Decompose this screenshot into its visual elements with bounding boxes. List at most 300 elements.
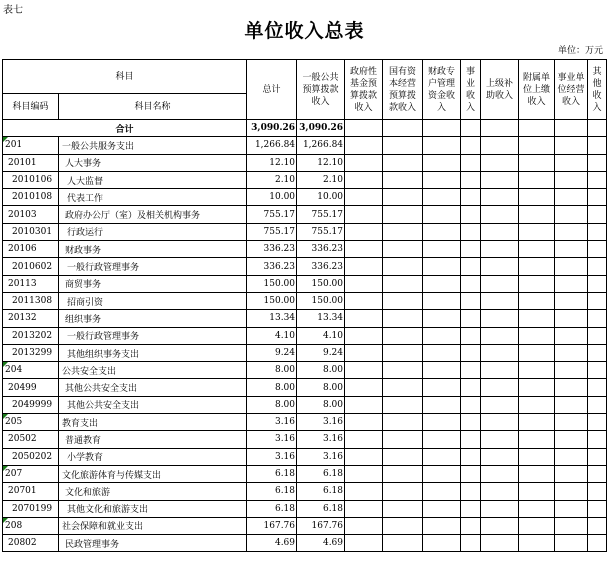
table-row [3, 535, 607, 552]
empty-cell [555, 189, 588, 206]
empty-cell [345, 483, 383, 500]
empty-cell [345, 344, 383, 361]
general-budget-cell: 12.10 [297, 154, 345, 171]
empty-cell [423, 414, 461, 431]
empty-cell [423, 379, 461, 396]
header-soe-capital: 国有资本经营预算拨款收入 [383, 60, 423, 120]
empty-cell [345, 275, 383, 292]
empty-cell [423, 206, 461, 223]
table-row [3, 431, 607, 448]
empty-cell [423, 483, 461, 500]
subject-name-cell: 财政事务 [59, 241, 247, 258]
empty-cell [481, 327, 519, 344]
empty-cell [588, 535, 607, 552]
empty-cell [555, 517, 588, 534]
subject-name-cell: 一般公共服务支出 [59, 137, 247, 154]
empty-cell [345, 448, 383, 465]
general-budget-cell: 150.00 [297, 292, 345, 309]
table-row [3, 379, 607, 396]
empty-cell [383, 206, 423, 223]
empty-cell [555, 431, 588, 448]
empty-cell [423, 431, 461, 448]
subject-name-cell: 普通教育 [59, 431, 247, 448]
empty-cell [423, 362, 461, 379]
subject-code-cell: 20701 [3, 483, 59, 500]
table-row [3, 396, 607, 413]
total-cell: 3,090.26 [247, 120, 297, 137]
table-row [3, 414, 607, 431]
empty-cell [588, 241, 607, 258]
subject-code-cell: 2010602 [3, 258, 59, 275]
empty-cell [555, 241, 588, 258]
total-cell: 10.00 [247, 189, 297, 206]
general-budget-cell: 755.17 [297, 206, 345, 223]
empty-cell [555, 275, 588, 292]
table-row [3, 223, 607, 240]
general-budget-cell: 6.18 [297, 500, 345, 517]
cell-marker-icon [3, 137, 8, 142]
empty-cell [588, 344, 607, 361]
empty-cell [383, 241, 423, 258]
table-row [3, 275, 607, 292]
empty-cell [345, 258, 383, 275]
subject-name-cell: 其他公共安全支出 [59, 396, 247, 413]
total-cell: 12.10 [247, 154, 297, 171]
empty-cell [423, 500, 461, 517]
empty-cell [519, 241, 555, 258]
general-budget-cell: 2.10 [297, 171, 345, 188]
empty-cell [481, 292, 519, 309]
empty-cell [555, 414, 588, 431]
empty-cell [383, 189, 423, 206]
subject-code-cell: 201 [3, 137, 59, 154]
empty-cell [383, 258, 423, 275]
empty-cell [481, 154, 519, 171]
empty-cell [461, 396, 481, 413]
empty-cell [588, 137, 607, 154]
empty-cell [461, 362, 481, 379]
subject-name-cell: 组织事务 [59, 310, 247, 327]
table-row [3, 241, 607, 258]
empty-cell [383, 465, 423, 482]
subject-code-cell: 2013202 [3, 327, 59, 344]
empty-cell [423, 241, 461, 258]
total-label: 合计 [3, 120, 247, 137]
empty-cell [461, 414, 481, 431]
header-business-operation: 事业单位经营收入 [555, 60, 588, 120]
total-cell: 6.18 [247, 500, 297, 517]
empty-cell [383, 448, 423, 465]
empty-cell [345, 292, 383, 309]
table-row [3, 206, 607, 223]
empty-cell [519, 465, 555, 482]
empty-cell [519, 154, 555, 171]
empty-cell [519, 292, 555, 309]
total-row [3, 120, 607, 137]
empty-cell [461, 171, 481, 188]
empty-cell [383, 275, 423, 292]
empty-cell [519, 535, 555, 552]
empty-cell [555, 171, 588, 188]
empty-cell [423, 189, 461, 206]
subject-code-cell: 20802 [3, 535, 59, 552]
empty-cell [481, 448, 519, 465]
empty-cell [588, 310, 607, 327]
empty-cell [555, 292, 588, 309]
empty-cell [461, 241, 481, 258]
general-budget-cell: 167.76 [297, 517, 345, 534]
empty-cell [345, 362, 383, 379]
table-row [3, 344, 607, 361]
empty-cell [423, 154, 461, 171]
empty-cell [383, 154, 423, 171]
total-general-budget-cell: 3,090.26 [297, 120, 345, 137]
empty-cell [345, 241, 383, 258]
empty-cell [481, 483, 519, 500]
general-budget-cell: 336.23 [297, 241, 345, 258]
empty-cell [345, 137, 383, 154]
total-cell: 6.18 [247, 465, 297, 482]
empty-cell [423, 465, 461, 482]
table-row [3, 310, 607, 327]
empty-cell [461, 137, 481, 154]
empty-cell [383, 483, 423, 500]
empty-cell [519, 327, 555, 344]
empty-cell [383, 362, 423, 379]
table-row [3, 171, 607, 188]
empty-cell [383, 327, 423, 344]
empty-cell [345, 310, 383, 327]
empty-cell [461, 223, 481, 240]
empty-cell [461, 310, 481, 327]
empty-cell [588, 171, 607, 188]
total-cell: 8.00 [247, 379, 297, 396]
empty-cell [555, 310, 588, 327]
empty-cell [588, 379, 607, 396]
header-business: 事业收入 [466, 66, 476, 113]
empty-cell [481, 535, 519, 552]
empty-cell [461, 500, 481, 517]
subject-name-cell: 一般行政管理事务 [59, 258, 247, 275]
subject-code-cell: 20113 [3, 275, 59, 292]
empty-cell [345, 327, 383, 344]
table-body [3, 120, 607, 552]
empty-cell [461, 465, 481, 482]
header-affiliated: 附属单位上缴收入 [519, 60, 555, 120]
header-name: 科目名称 [59, 94, 247, 120]
empty-cell [481, 362, 519, 379]
subject-code-cell: 2011308 [3, 292, 59, 309]
header-general-budget: 一般公共预算拨款收入 [297, 60, 345, 120]
total-cell: 3.16 [247, 414, 297, 431]
header-gov-fund: 政府性基金预算拨款收入 [345, 60, 383, 120]
empty-cell [588, 483, 607, 500]
empty-cell [423, 327, 461, 344]
empty-cell [519, 206, 555, 223]
general-budget-cell: 8.00 [297, 362, 345, 379]
empty-cell [423, 171, 461, 188]
empty-cell [588, 275, 607, 292]
empty-cell [461, 292, 481, 309]
general-budget-cell: 3.16 [297, 448, 345, 465]
total-cell: 3.16 [247, 431, 297, 448]
subject-code-cell: 2010108 [3, 189, 59, 206]
empty-cell [588, 206, 607, 223]
empty-cell [481, 206, 519, 223]
subject-name-cell: 民政管理事务 [59, 535, 247, 552]
total-cell: 2.10 [247, 171, 297, 188]
empty-cell [481, 241, 519, 258]
total-cell: 8.00 [247, 362, 297, 379]
empty-cell [383, 292, 423, 309]
subject-code-cell: 2070199 [3, 500, 59, 517]
empty-cell [555, 535, 588, 552]
empty-cell [588, 189, 607, 206]
subject-name-cell: 行政运行 [59, 223, 247, 240]
header-subject: 科目 [3, 60, 247, 94]
empty-cell [588, 448, 607, 465]
empty-cell [555, 258, 588, 275]
total-cell: 13.34 [247, 310, 297, 327]
empty-cell [519, 431, 555, 448]
empty-cell [519, 379, 555, 396]
empty-cell [461, 431, 481, 448]
general-budget-cell: 13.34 [297, 310, 345, 327]
empty-cell [461, 535, 481, 552]
empty-cell [519, 483, 555, 500]
empty-cell [588, 327, 607, 344]
general-budget-cell: 6.18 [297, 483, 345, 500]
empty-cell [423, 344, 461, 361]
table-row [3, 137, 607, 154]
empty-cell [481, 171, 519, 188]
subject-name-cell: 人大监督 [59, 171, 247, 188]
empty-cell [481, 379, 519, 396]
empty-cell [423, 517, 461, 534]
subject-name-cell: 政府办公厅（室）及相关机构事务 [59, 206, 247, 223]
empty-cell [519, 448, 555, 465]
empty-cell [519, 137, 555, 154]
general-budget-cell: 8.00 [297, 396, 345, 413]
empty-cell [383, 414, 423, 431]
subject-code-cell: 208 [3, 517, 59, 534]
subject-name-cell: 代表工作 [59, 189, 247, 206]
empty-cell [555, 500, 588, 517]
total-cell: 336.23 [247, 258, 297, 275]
subject-name-cell: 一般行政管理事务 [59, 327, 247, 344]
general-budget-cell: 4.10 [297, 327, 345, 344]
table-row [3, 189, 607, 206]
empty-cell [555, 206, 588, 223]
empty-cell [555, 223, 588, 240]
empty-cell [588, 223, 607, 240]
empty-cell [555, 448, 588, 465]
table-row [3, 292, 607, 309]
empty-cell [461, 448, 481, 465]
income-summary-table [2, 59, 607, 552]
table-number-label: 表七 [3, 5, 23, 16]
total-cell: 1,266.84 [247, 137, 297, 154]
empty-cell [555, 154, 588, 171]
total-cell: 336.23 [247, 241, 297, 258]
empty-cell [481, 517, 519, 534]
empty-cell [519, 310, 555, 327]
empty-cell [461, 344, 481, 361]
subject-name-cell: 文化和旅游 [59, 483, 247, 500]
general-budget-cell: 6.18 [297, 465, 345, 482]
page-title: 单位收入总表 [244, 20, 365, 42]
empty-cell [423, 258, 461, 275]
header-superior-subsidy: 上级补助收入 [481, 60, 519, 120]
general-budget-cell: 3.16 [297, 414, 345, 431]
empty-cell [555, 137, 588, 154]
empty-cell [383, 517, 423, 534]
empty-cell [481, 396, 519, 413]
subject-code-cell: 20101 [3, 154, 59, 171]
empty-cell [345, 535, 383, 552]
empty-cell [588, 517, 607, 534]
empty-cell [555, 465, 588, 482]
empty-cell [555, 344, 588, 361]
cell-marker-icon [3, 518, 8, 523]
empty-cell [345, 379, 383, 396]
empty-cell [481, 431, 519, 448]
general-budget-cell: 336.23 [297, 258, 345, 275]
subject-code-cell: 205 [3, 414, 59, 431]
empty-cell [461, 189, 481, 206]
empty-cell [588, 431, 607, 448]
empty-cell [519, 362, 555, 379]
subject-name-cell: 社会保障和就业支出 [59, 517, 247, 534]
table-row [3, 327, 607, 344]
table-row [3, 517, 607, 534]
subject-code-cell: 2050202 [3, 448, 59, 465]
subject-name-cell: 小学教育 [59, 448, 247, 465]
empty-cell [481, 258, 519, 275]
empty-cell [423, 223, 461, 240]
empty-cell [555, 483, 588, 500]
subject-code-cell: 204 [3, 362, 59, 379]
total-cell: 150.00 [247, 275, 297, 292]
empty-cell [383, 535, 423, 552]
empty-cell [461, 206, 481, 223]
empty-cell [519, 414, 555, 431]
total-cell: 8.00 [247, 396, 297, 413]
empty-cell [555, 362, 588, 379]
empty-cell [519, 344, 555, 361]
general-budget-cell: 9.24 [297, 344, 345, 361]
empty-cell [461, 154, 481, 171]
subject-name-cell: 其他公共安全支出 [59, 379, 247, 396]
empty-cell [423, 137, 461, 154]
cell-marker-icon [3, 466, 8, 471]
empty-cell [481, 223, 519, 240]
empty-cell [383, 396, 423, 413]
empty-cell [555, 396, 588, 413]
unit-label: 单位：万元 [557, 46, 603, 56]
empty-cell [481, 137, 519, 154]
header-total: 总计 [247, 60, 297, 120]
header-fiscal-special: 财政专户管理资金收入 [423, 60, 461, 120]
empty-cell [481, 414, 519, 431]
subject-code-cell: 2010301 [3, 223, 59, 240]
empty-cell [383, 431, 423, 448]
subject-code-cell: 2010106 [3, 171, 59, 188]
total-cell: 4.69 [247, 535, 297, 552]
empty-cell [588, 362, 607, 379]
empty-cell [461, 517, 481, 534]
empty-cell [423, 275, 461, 292]
empty-cell [423, 310, 461, 327]
empty-cell [383, 137, 423, 154]
empty-cell [461, 327, 481, 344]
general-budget-cell: 10.00 [297, 189, 345, 206]
table-row [3, 448, 607, 465]
empty-cell [481, 189, 519, 206]
empty-cell [423, 535, 461, 552]
empty-cell [519, 500, 555, 517]
table-row [3, 154, 607, 171]
empty-cell [519, 396, 555, 413]
empty-cell [345, 171, 383, 188]
empty-cell [345, 500, 383, 517]
empty-cell [588, 396, 607, 413]
total-cell: 150.00 [247, 292, 297, 309]
table-row [3, 483, 607, 500]
general-budget-cell: 1,266.84 [297, 137, 345, 154]
empty-cell [345, 414, 383, 431]
empty-cell [383, 310, 423, 327]
empty-cell [588, 500, 607, 517]
total-cell: 167.76 [247, 517, 297, 534]
empty-cell [461, 258, 481, 275]
empty-cell [588, 465, 607, 482]
subject-name-cell: 公共安全支出 [59, 362, 247, 379]
empty-cell [345, 517, 383, 534]
empty-cell [481, 500, 519, 517]
empty-cell [345, 223, 383, 240]
empty-cell [519, 258, 555, 275]
subject-name-cell: 商贸事务 [59, 275, 247, 292]
total-cell: 755.17 [247, 223, 297, 240]
subject-code-cell: 20499 [3, 379, 59, 396]
total-cell: 4.10 [247, 327, 297, 344]
empty-cell [588, 154, 607, 171]
total-cell: 755.17 [247, 206, 297, 223]
empty-cell [345, 465, 383, 482]
empty-cell [481, 344, 519, 361]
header-code: 科目编码 [3, 94, 59, 120]
subject-name-cell: 其他组织事务支出 [59, 344, 247, 361]
table-row [3, 258, 607, 275]
subject-code-cell: 20103 [3, 206, 59, 223]
empty-cell [345, 431, 383, 448]
empty-cell [383, 379, 423, 396]
cell-marker-icon [3, 362, 8, 367]
empty-cell [461, 275, 481, 292]
general-budget-cell: 150.00 [297, 275, 345, 292]
header-other: 其他收入 [592, 66, 602, 113]
subject-code-cell: 2049999 [3, 396, 59, 413]
subject-code-cell: 20132 [3, 310, 59, 327]
empty-cell [481, 310, 519, 327]
subject-name-cell: 其他文化和旅游支出 [59, 500, 247, 517]
empty-cell [519, 189, 555, 206]
empty-cell [481, 275, 519, 292]
subject-code-cell: 20106 [3, 241, 59, 258]
empty-cell [519, 223, 555, 240]
empty-cell [519, 517, 555, 534]
